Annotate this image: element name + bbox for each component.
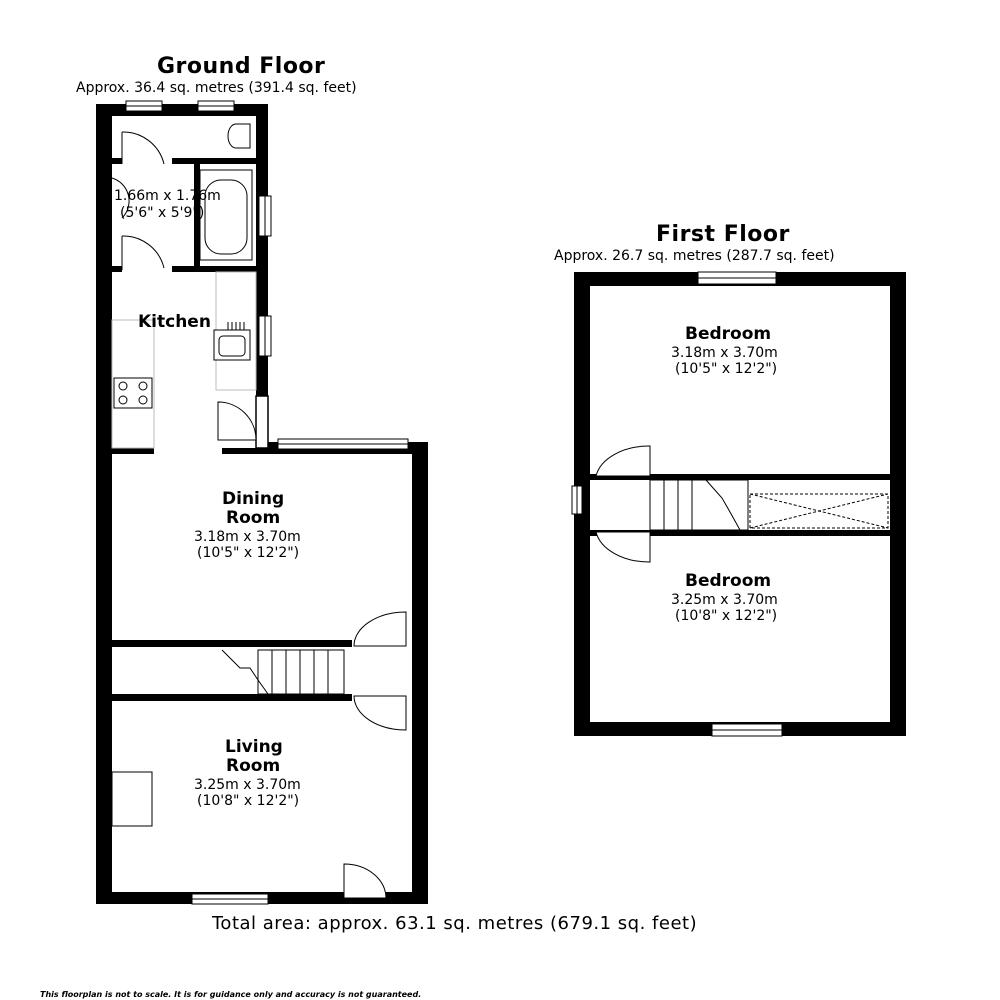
living-door-upper [354, 612, 406, 646]
bath-door-swing [122, 236, 164, 268]
wc-dim-m: 1.66m x 1.76m [114, 188, 221, 204]
first-floor-title: First Floor [656, 222, 790, 247]
disclaimer: This floorplan is not to scale. It is for guidance only and accuracy is not guaranteed. [40, 990, 422, 999]
bedroom-2-dim-ft: (10'8" x 12'2") [675, 608, 778, 624]
ground-floor-area: Approx. 36.4 sq. metres (391.4 sq. feet) [76, 80, 357, 96]
ground-left-wall [96, 104, 112, 904]
dining-room-dim-ft: (10'5" x 12'2") [197, 545, 300, 561]
hall-wall-a [96, 158, 122, 164]
dining-room-name-2: Room [226, 508, 281, 528]
ground-staircase [222, 650, 344, 694]
back-door-swing [218, 402, 256, 440]
dining-room-name-1: Dining [222, 489, 285, 509]
toilet-icon [228, 124, 250, 148]
chimney-breast [112, 772, 152, 826]
kitchen-right-wall-low [256, 396, 268, 448]
living-room-name-2: Room [226, 756, 281, 776]
ground-top-wall [96, 104, 268, 116]
bedroom-1-dim-ft: (10'5" x 12'2") [675, 361, 778, 377]
ground-right-wall [412, 442, 428, 904]
living-room-name-1: Living [225, 737, 283, 757]
hob-icon [114, 378, 152, 408]
first-bedroom-2-space [590, 536, 890, 722]
bedroom-2-dim-m: 3.25m x 3.70m [671, 592, 778, 608]
living-door-lower [354, 696, 406, 730]
ground-floor-title: Ground Floor [157, 54, 326, 79]
wc-door-swing [122, 132, 164, 164]
bedroom-2-name: Bedroom [685, 571, 772, 591]
kitchen-label: Kitchen [138, 312, 211, 332]
dining-room-dim-m: 3.18m x 3.70m [194, 529, 301, 545]
bedroom-1-dim-m: 3.18m x 3.70m [671, 345, 778, 361]
bath-bottom-wall [172, 266, 268, 272]
wc-bottom-wall [172, 158, 268, 164]
wc-dim-ft: (5'6" x 5'9") [120, 205, 205, 221]
first-bedroom-1-space [590, 286, 890, 474]
stair-wall-bottom [112, 694, 352, 701]
total-area: Total area: approx. 63.1 sq. metres (679.1 sq. feet) [212, 913, 698, 934]
living-room-dim-ft: (10'8" x 12'2") [197, 793, 300, 809]
dining-top-wall-mid [222, 448, 268, 454]
living-room-dim-m: 3.25m x 3.70m [194, 777, 301, 793]
hall-wall-b [96, 266, 122, 272]
front-door-swing [344, 864, 386, 898]
bedroom-1-name: Bedroom [685, 324, 772, 344]
stair-wall-top [112, 640, 352, 647]
first-floor-area: Approx. 26.7 sq. metres (287.7 sq. feet) [554, 248, 835, 264]
dining-top-wall-left [96, 448, 154, 454]
